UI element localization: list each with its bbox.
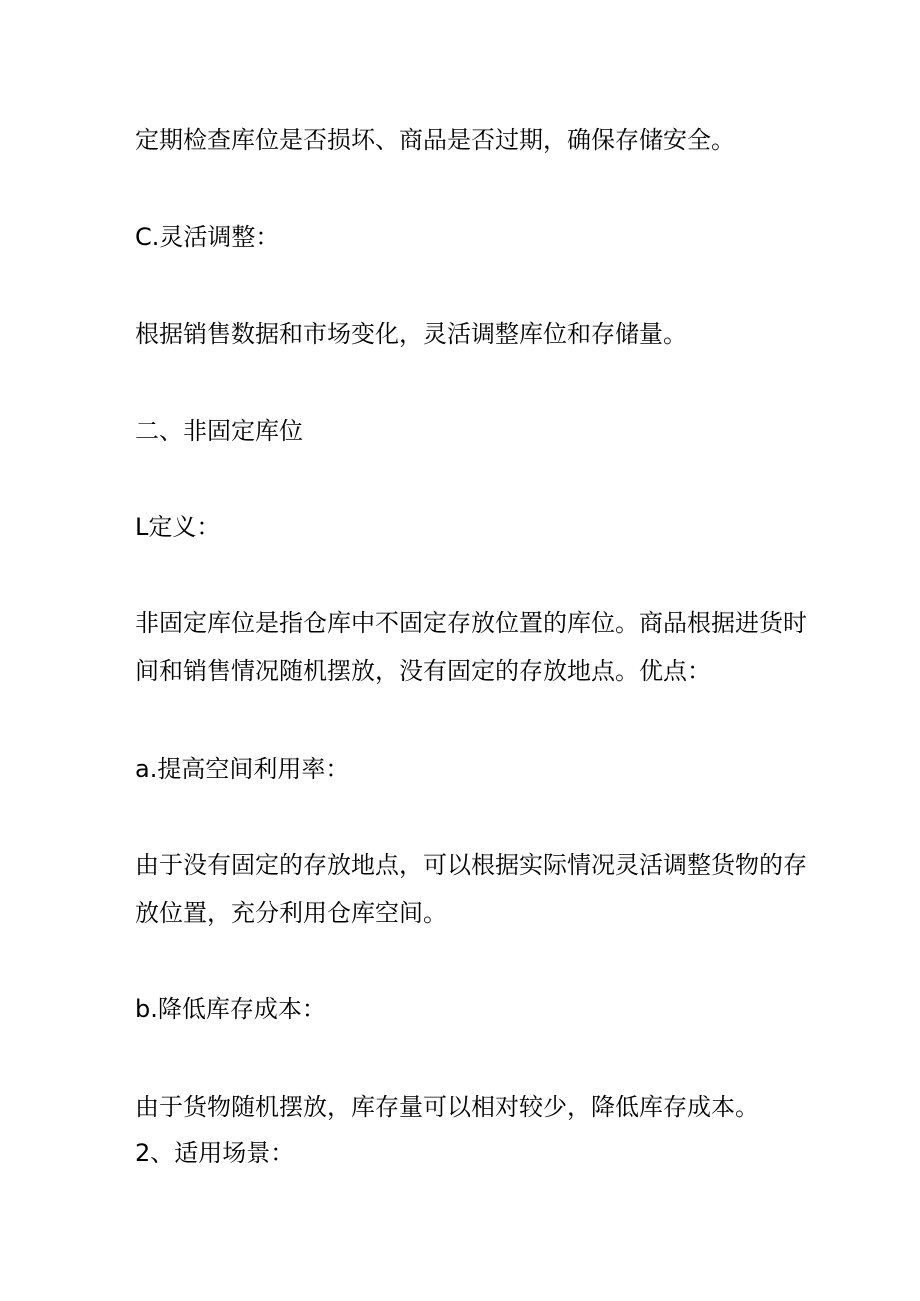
paragraph-line: 由于没有固定的存放地点，可以根据实际情况灵活调整货物的存 bbox=[135, 851, 807, 879]
subheading-applicable-scenarios: 2、适用场景： bbox=[135, 1139, 295, 1167]
paragraph-line: 放位置，充分利用仓库空间。 bbox=[135, 899, 447, 927]
subheading-space-utilization: a.提高空间利用率： bbox=[135, 755, 350, 783]
paragraph-line: 由于货物随机摆放，库存量可以相对较少，降低库存成本。 bbox=[135, 1093, 759, 1121]
subheading-reduce-inventory-cost: b.降低库存成本： bbox=[135, 995, 326, 1023]
paragraph-line: 非固定库位是指仓库中不固定存放位置的库位。商品根据进货时 bbox=[135, 609, 807, 637]
paragraph-line: 间和销售情况随机摆放，没有固定的存放地点。优点： bbox=[135, 657, 711, 685]
paragraph-line: 定期检查库位是否损坏、商品是否过期，确保存储安全。 bbox=[135, 126, 735, 154]
section-heading-non-fixed-location: 二、非固定库位 bbox=[135, 417, 303, 445]
paragraph-line: 根据销售数据和市场变化，灵活调整库位和存储量。 bbox=[135, 320, 687, 348]
subheading-definition: L定义： bbox=[135, 513, 221, 541]
subheading-flexible-adjustment: C.灵活调整： bbox=[135, 223, 280, 251]
